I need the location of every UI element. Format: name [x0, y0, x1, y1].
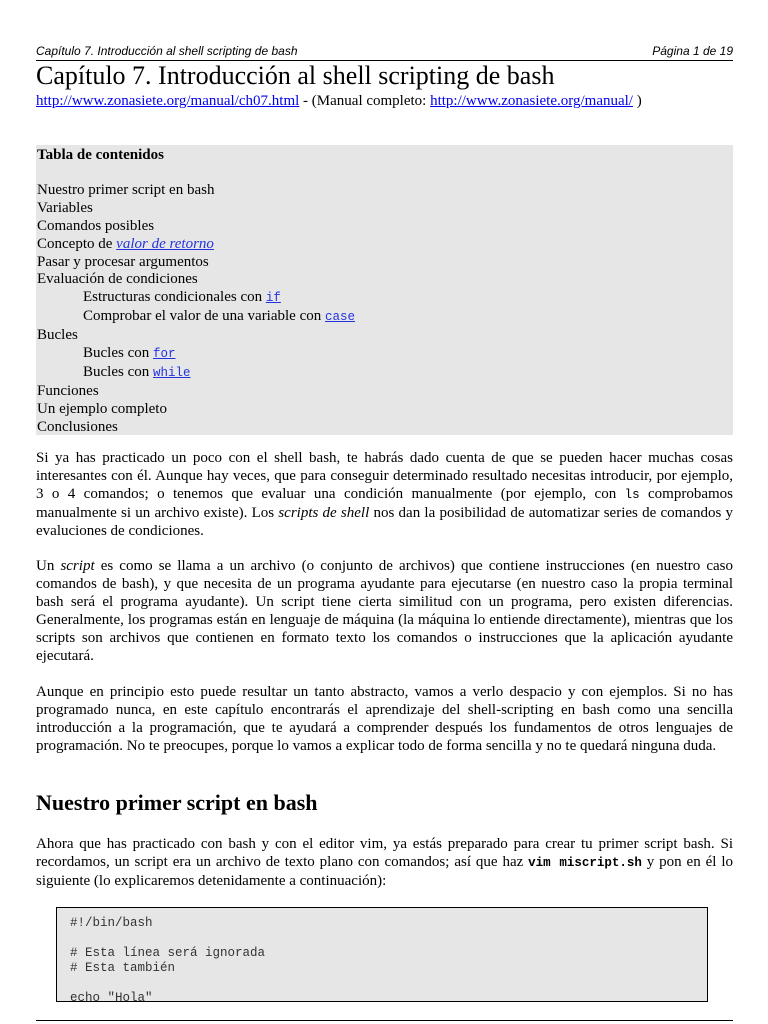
- toc-item-text: Bucles con: [83, 345, 153, 362]
- intro-paragraph-1: [36, 449, 733, 540]
- url-separator: - (Manual completo:: [299, 93, 431, 109]
- toc-item-text: Concepto de: [37, 235, 117, 252]
- toc-subitem[interactable]: [37, 289, 733, 308]
- header-chapter: Capítulo 7. Introducción al shell scripting de bash: [36, 44, 298, 58]
- toc-item[interactable]: Bucles: [37, 327, 78, 344]
- url-close: ): [632, 93, 642, 109]
- toc-item[interactable]: Evaluación de condiciones: [37, 271, 198, 288]
- toc-list: [37, 182, 733, 437]
- intro-paragraph-3: Aunque en principio esto puede resultar un tanto abstracto, vamos a verlo despacio y con ejemplos. Si no has programado nunca, en este capítulo encontrarás el aprendizaje del shell-scripting en bash como una sencilla introducción a la programación, que te ayudará a comprender después los fundamentos de otros lenguajes de programación. No te preocupes, porque lo vamos a explicar todo de forma sencilla y no te quedará ninguna duda.: [36, 684, 733, 755]
- emphasis: script: [60, 558, 95, 574]
- toc-item[interactable]: [37, 236, 733, 254]
- text: es como se llama a un archivo (o conjunto de archivos) que contiene instrucciones (en nuestro caso comandos de bash), y que necesita de un programa ayudante para ejecutarse (en nuestro caso la propia terminal bash será el programa ayudante). Un script tiene cierta similitud con un programa, pero existen diferencias. Generalmente, los programas están en lenguaje de máquina (la máquina lo entiende directamente), mientras que los scripts son archivos que contienen en formato texto los comandos o instrucciones que la aplicación ayudante ejecutará.: [36, 558, 733, 665]
- footer-divider: [36, 1020, 733, 1021]
- toc-subitem[interactable]: [37, 345, 733, 364]
- toc-item-text: Bucles con: [83, 363, 153, 380]
- toc-item-text: Estructuras condicionales con: [83, 289, 266, 306]
- page-header: [36, 44, 733, 61]
- toc-item[interactable]: Funciones: [37, 382, 99, 399]
- text: nos dan la posibilidad de automatizar series de comandos y evaluciones de condiciones.: [36, 505, 733, 540]
- text: Un: [36, 558, 61, 574]
- toc-item-code[interactable]: if: [265, 291, 281, 306]
- code-line: # Esta también: [70, 961, 176, 975]
- toc-title: Tabla de contenidos: [37, 147, 164, 163]
- toc-item[interactable]: Comandos posibles: [37, 217, 155, 234]
- manual-url-link[interactable]: http://www.zonasiete.org/manual/: [430, 93, 633, 109]
- toc-item-link[interactable]: valor de retorno: [116, 235, 214, 252]
- code-line: echo "Hola": [70, 991, 153, 1005]
- text: Ahora que has practicado con bash y con el editor vim, ya estás preparado para crear tu primer script bash. Si recordamos, un script era un archivo de texto plano con comandos; así que haz: [36, 836, 733, 871]
- toc-subitem[interactable]: [37, 364, 733, 383]
- page-title: Capítulo 7. Introducción al shell scripting de bash: [36, 61, 555, 90]
- toc-item[interactable]: Nuestro primer script en bash: [37, 181, 215, 198]
- text: Si ya has practicado un poco con el shell bash, te habrás dado cuenta de que se pueden hacer muchas cosas interesantes con él. Aunque hay veces, que para conseguir determinado resultado necesitas introducir, por ejemplo, 3 o 4 comandos; o tenemos que evaluar una condición manualmente (por ejemplo, con: [36, 450, 733, 503]
- emphasis: scripts de shell: [278, 505, 370, 522]
- code-line: #!/bin/bash: [70, 916, 153, 930]
- toc-subitem[interactable]: [37, 308, 733, 327]
- text: comprobamos manualmente si un archivo existe). Los: [36, 486, 734, 522]
- toc-item[interactable]: Conclusiones: [37, 418, 118, 435]
- toc-item[interactable]: Variables: [37, 199, 93, 216]
- section-paragraph: [36, 835, 733, 890]
- chapter-url-link[interactable]: http://www.zonasiete.org/manual/ch07.html: [36, 93, 300, 109]
- toc-item-code[interactable]: while: [152, 365, 191, 380]
- text: y pon en él lo siguiente (lo explicaremos detenidamente a continuación):: [36, 854, 733, 890]
- header-page-number: Página 1 de 19: [652, 44, 733, 58]
- toc-item-code[interactable]: case: [325, 310, 356, 325]
- toc-item-text: Comprobar el valor de una variable con: [83, 308, 325, 325]
- code-line: [70, 931, 694, 946]
- inline-code: ls: [624, 488, 640, 503]
- toc-item[interactable]: Un ejemplo completo: [37, 400, 167, 417]
- url-line: [36, 93, 642, 110]
- intro-paragraph-2: [36, 557, 733, 666]
- table-of-contents: [36, 145, 733, 435]
- toc-item[interactable]: Pasar y procesar argumentos: [37, 253, 209, 270]
- code-line: [70, 976, 694, 991]
- inline-command: vim miscript.sh: [528, 856, 642, 871]
- toc-item-code[interactable]: for: [152, 347, 176, 362]
- section-heading: Nuestro primer script en bash: [36, 790, 318, 815]
- code-line: # Esta línea será ignorada: [70, 946, 266, 960]
- code-block[interactable]: [56, 907, 708, 1005]
